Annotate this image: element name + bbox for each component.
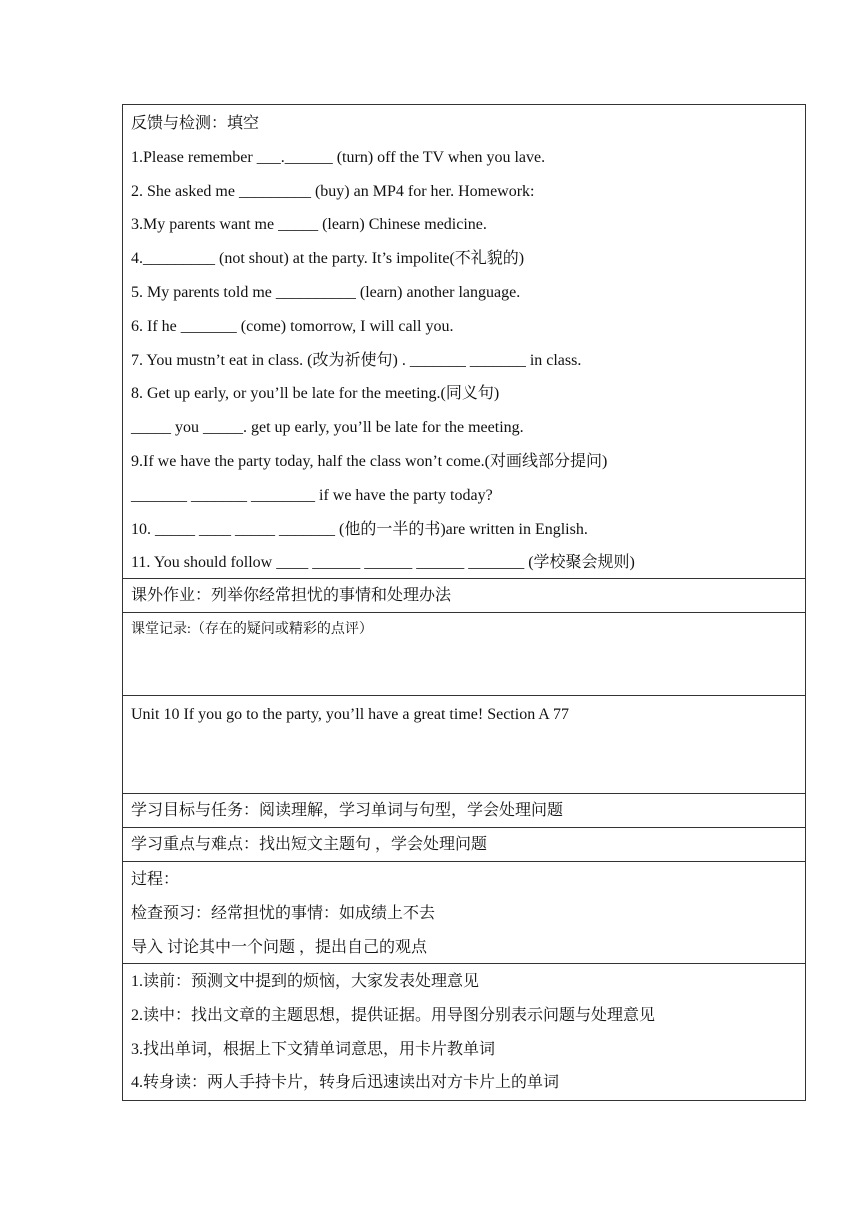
step-item: 3.找出单词，根据上下文猜单词意思，用卡片教单词 (131, 1040, 496, 1058)
homework-cell (123, 579, 805, 613)
steps-cell (123, 964, 805, 1100)
feedback-heading: 反馈与检测：填空 (131, 115, 260, 132)
lead-in-text: 导入 讨论其中一个问题 ，提出自己的观点 (131, 938, 428, 956)
exercise-3: 3.My parents want me _____ (learn) Chinese medicine. (131, 216, 487, 234)
step-item: 4.转身读：两人手持卡片，转身后迅速读出对方卡片上的单词 (131, 1074, 560, 1092)
lesson-table (122, 104, 806, 1101)
feedback-cell (123, 105, 805, 579)
exercise-8-answer: _____ you _____. get up early, you’ll be late for the meeting. (131, 419, 524, 437)
preview-text: 检查预习：经常担忧的事情：如成绩上不去 (131, 904, 436, 922)
exercise-8: 8. Get up early, or you’ll be late for the meeting.(同义句) (131, 385, 500, 403)
exercise-5: 5. My parents told me __________ (learn) another language. (131, 283, 521, 301)
exercise-2: 2. She asked me _________ (buy) an MP4 for her. Homework: (131, 182, 535, 200)
unit-title-cell (123, 696, 805, 794)
exercise-10: 10. _____ ____ _____ _______ (他的一半的书)are written in English. (131, 520, 588, 538)
class-notes-label: 课堂记录:（存在的疑问或精彩的点评） (131, 622, 373, 637)
exercise-11: 11. You should follow ____ ______ ______ ______ _______ (学校聚会规则) (131, 554, 635, 572)
exercise-7: 7. You mustn’t eat in class. (改为祈使句) . _______ _______ in class. (131, 351, 582, 369)
step-item: 2.读中：找出文章的主题思想，提供证据。用导图分别表示问题与处理意见 (131, 1006, 656, 1024)
goals-text: 学习目标与任务：阅读理解，学习单词与句型，学会处理问题 (131, 802, 564, 819)
unit-title: Unit 10 If you go to the party, you’ll have a great time! Section A 77 (131, 706, 569, 723)
class-notes-cell (123, 613, 805, 696)
exercise-1: 1.Please remember ___.______ (turn) off the TV when you lave. (131, 148, 546, 166)
exercise-9: 9.If we have the party today, half the class won’t come.(对画线部分提问) (131, 452, 608, 470)
key-points-cell (123, 828, 805, 862)
exercise-6: 6. If he _______ (come) tomorrow, I will call you. (131, 317, 454, 335)
process-cell (123, 862, 805, 964)
process-heading: 过程： (131, 871, 180, 888)
step-item: 1.读前：预测文中提到的烦恼，大家发表处理意见 (131, 973, 480, 990)
homework-text: 课外作业：列举你经常担忧的事情和处理办法 (131, 587, 452, 604)
exercise-9-answer: _______ _______ ________ if we have the party today? (131, 486, 493, 504)
exercise-4: 4._________ (not shout) at the party. It’s impolite(不礼貌的) (131, 250, 525, 268)
goals-cell (123, 794, 805, 828)
key-points-text: 学习重点与难点：找出短文主题句 ，学会处理问题 (131, 836, 488, 853)
